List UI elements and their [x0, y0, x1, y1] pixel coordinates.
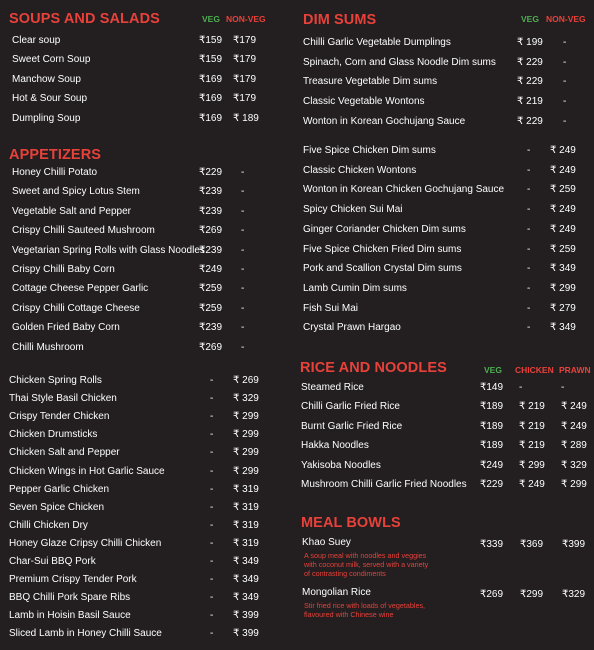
soups-nonveg-header: NON-VEG	[226, 14, 266, 24]
item-name: Five Spice Chicken Dim sums	[303, 145, 436, 156]
veg-price: ₹159	[199, 35, 223, 46]
item-name: Fish Sui Mai	[303, 302, 359, 314]
nonveg-price: -	[241, 244, 245, 256]
item-description: Stir fried rice with loads of vegetables,	[304, 601, 426, 610]
item-name: Yakisoba Noodles	[301, 459, 381, 471]
veg-price: ₹169	[199, 73, 223, 85]
prawn-price: ₹ 249	[561, 420, 587, 432]
item-name: Chicken Spring Rolls	[9, 375, 102, 386]
nonveg-price: ₹ 329	[233, 393, 259, 405]
item-name: Pepper Garlic Chicken	[9, 483, 110, 495]
item-name: Spicy Chicken Sui Mai	[303, 204, 403, 216]
veg-price: -	[210, 393, 214, 405]
veg-price: ₹339	[480, 539, 504, 550]
veg-price: -	[210, 465, 214, 477]
item-name: Chilli Mushroom	[12, 341, 84, 353]
nonveg-price: ₹179	[233, 54, 257, 66]
nonveg-price: -	[241, 205, 245, 217]
veg-price: ₹229	[480, 479, 504, 490]
item-name: Ginger Coriander Chicken Dim sums	[303, 223, 466, 235]
item-name: Crystal Prawn Hargao	[303, 322, 401, 334]
item-name: Treasure Vegetable Dim sums	[303, 76, 438, 88]
item-description: flavoured with Chinese wine	[304, 610, 394, 619]
veg-price: ₹189	[480, 440, 504, 452]
item-name: Crispy Chilli Sauteed Mushroom	[12, 225, 155, 237]
veg-price: -	[527, 302, 531, 314]
veg-price: ₹169	[199, 93, 223, 105]
nonveg-price: ₹ 349	[550, 322, 576, 334]
veg-price: -	[210, 592, 214, 604]
item-name: Lamb Cumin Dim sums	[303, 282, 407, 294]
veg-price: ₹ 229	[517, 76, 543, 88]
nonveg-price: ₹ 399	[233, 610, 259, 622]
chicken-price: ₹ 219	[519, 401, 545, 413]
item-name: Crispy Chilli Cottage Cheese	[12, 302, 140, 314]
item-name: Five Spice Chicken Fried Dim sums	[303, 243, 462, 255]
veg-price: -	[210, 610, 214, 622]
nonveg-price: -	[241, 283, 245, 295]
prawn-price: ₹ 299	[561, 479, 587, 490]
veg-price: -	[527, 263, 531, 275]
item-name: BBQ Chilli Pork Spare Ribs	[9, 592, 131, 604]
nonveg-price: -	[563, 96, 567, 108]
veg-price: ₹269	[199, 225, 223, 237]
chicken-price: ₹369	[520, 539, 544, 550]
nonveg-price: ₹ 249	[550, 145, 576, 156]
item-name: Chicken Drumsticks	[9, 429, 98, 441]
item-name: Steamed Rice	[301, 382, 364, 393]
veg-price: -	[210, 574, 214, 586]
veg-price: ₹ 229	[517, 56, 543, 68]
nonveg-price: ₹ 259	[550, 243, 576, 255]
nonveg-price: -	[563, 37, 567, 48]
item-name: Manchow Soup	[12, 73, 81, 85]
chicken-price: ₹ 219	[519, 420, 545, 432]
veg-price: -	[210, 556, 214, 567]
item-description: A soup meal with noodles and veggies	[304, 551, 427, 560]
prawn-price: ₹329	[562, 589, 586, 600]
item-name: Khao Suey	[302, 537, 351, 548]
chicken-price: ₹ 299	[519, 459, 545, 471]
veg-price: ₹239	[199, 244, 223, 256]
item-name: Mongolian Rice	[302, 587, 371, 598]
veg-price: ₹269	[480, 589, 504, 600]
item-name: Chilli Garlic Fried Rice	[301, 401, 400, 413]
veg-price: -	[527, 243, 531, 255]
veg-price: ₹239	[199, 205, 223, 217]
veg-price: -	[210, 447, 214, 459]
prawn-price: ₹ 329	[561, 459, 587, 471]
item-name: Classic Chicken Wontons	[303, 164, 417, 176]
prawn-price: -	[561, 382, 565, 393]
nonveg-price: ₹ 299	[233, 429, 259, 441]
nonveg-price: ₹ 249	[550, 204, 576, 216]
veg-price: ₹249	[199, 264, 223, 275]
veg-price: ₹239	[199, 322, 223, 334]
bowls-title: MEAL BOWLS	[301, 515, 401, 531]
veg-price: -	[527, 204, 531, 216]
chicken-price: ₹ 249	[519, 479, 545, 490]
veg-price: ₹ 229	[517, 115, 543, 127]
item-name: Wonton in Korean Chicken Gochujang Sauce	[303, 184, 505, 196]
nonveg-price: -	[241, 186, 245, 198]
item-name: Mushroom Chilli Garlic Fried Noodles	[301, 479, 467, 490]
veg-price: ₹229	[199, 167, 223, 178]
item-name: Chilli Chicken Dry	[9, 519, 88, 531]
appetizers-title: APPETIZERS	[9, 147, 102, 163]
veg-price: -	[210, 429, 214, 441]
nonveg-price: ₹179	[233, 93, 257, 105]
veg-price: -	[527, 282, 531, 294]
dimsums-title: DIM SUMS	[303, 12, 377, 28]
nonveg-price: ₹ 349	[233, 592, 259, 604]
nonveg-price: ₹ 259	[550, 184, 576, 196]
nonveg-price: ₹ 319	[233, 483, 259, 495]
nonveg-price: -	[563, 56, 567, 68]
item-name: Cottage Cheese Pepper Garlic	[12, 283, 149, 295]
chicken-price: ₹299	[520, 589, 544, 600]
nonveg-price: ₹ 249	[550, 164, 576, 176]
item-name: Premium Crispy Tender Pork	[9, 574, 137, 586]
nonveg-price: ₹ 349	[233, 556, 259, 567]
veg-price: -	[527, 322, 531, 334]
dimsums-nonveg-header: NON-VEG	[546, 14, 586, 24]
soups-veg-header: VEG	[202, 14, 220, 24]
item-description: of contrasting condiments	[304, 569, 386, 578]
item-name: Chicken Wings in Hot Garlic Sauce	[9, 465, 165, 477]
veg-price: -	[210, 519, 214, 531]
veg-price: ₹169	[199, 112, 223, 124]
rice-title: RICE AND NOODLES	[300, 360, 447, 376]
nonveg-price: ₹ 249	[550, 223, 576, 235]
nonveg-price: ₹179	[233, 35, 257, 46]
nonveg-price: -	[241, 264, 245, 275]
item-name: Golden Fried Baby Corn	[12, 322, 120, 334]
nonveg-price: ₹ 349	[550, 263, 576, 275]
nonveg-price: -	[563, 115, 567, 127]
item-name: Hot & Sour Soup	[12, 93, 88, 105]
item-name: Dumpling Soup	[12, 112, 81, 124]
item-name: Char-Sui BBQ Pork	[9, 556, 96, 567]
nonveg-price: ₹ 319	[233, 501, 259, 513]
item-name: Clear soup	[12, 35, 61, 46]
veg-price: -	[210, 501, 214, 513]
nonveg-price: -	[241, 322, 245, 334]
veg-price: ₹259	[199, 283, 223, 295]
rice-veg-header: VEG	[484, 365, 502, 375]
veg-price: -	[210, 375, 214, 386]
veg-price: -	[210, 537, 214, 549]
nonveg-price: ₹ 269	[233, 375, 259, 386]
item-name: Honey Chilli Potato	[12, 167, 98, 178]
nonveg-price: ₹ 299	[233, 411, 259, 423]
rice-chicken-header: CHICKEN	[515, 365, 554, 375]
item-name: Honey Glaze Cripsy Chilli Chicken	[9, 537, 162, 549]
nonveg-price: ₹ 399	[233, 628, 259, 640]
nonveg-price: ₹ 319	[233, 537, 259, 549]
veg-price: ₹ 199	[517, 37, 543, 48]
veg-price: -	[527, 164, 531, 176]
item-name: Vegetable Salt and Pepper	[12, 205, 131, 217]
nonveg-price: -	[241, 225, 245, 237]
veg-price: ₹149	[480, 382, 504, 393]
item-name: Burnt Garlic Fried Rice	[301, 420, 403, 432]
item-name: Chilli Garlic Vegetable Dumplings	[303, 37, 451, 48]
veg-price: -	[210, 411, 214, 423]
veg-price: -	[210, 483, 214, 495]
nonveg-price: ₹ 299	[233, 465, 259, 477]
item-name: Pork and Scallion Crystal Dim sums	[303, 263, 462, 275]
item-name: Classic Vegetable Wontons	[303, 96, 425, 108]
veg-price: ₹ 219	[517, 96, 543, 108]
prawn-price: ₹ 249	[561, 401, 587, 413]
nonveg-price: -	[241, 341, 245, 353]
rice-prawn-header: PRAWN	[559, 365, 591, 375]
item-name: Crispy Chilli Baby Corn	[12, 264, 115, 275]
nonveg-price: ₹ 189	[233, 112, 259, 124]
nonveg-price: ₹ 319	[233, 519, 259, 531]
item-name: Chicken Salt and Pepper	[9, 447, 120, 459]
veg-price: -	[527, 184, 531, 196]
chicken-price: -	[519, 382, 523, 393]
veg-price: ₹189	[480, 401, 504, 413]
item-name: Thai Style Basil Chicken	[9, 393, 117, 405]
veg-price: ₹249	[480, 459, 504, 471]
veg-price: ₹259	[199, 302, 223, 314]
veg-price: -	[527, 223, 531, 235]
prawn-price: ₹399	[562, 539, 586, 550]
nonveg-price: ₹ 349	[233, 574, 259, 586]
item-name: Vegetarian Spring Rolls with Glass Noodles	[12, 244, 205, 256]
nonveg-price: ₹ 299	[233, 447, 259, 459]
veg-price: -	[210, 628, 214, 640]
chicken-price: ₹ 219	[519, 440, 545, 452]
item-description: with coconut milk, served with a variety	[304, 560, 429, 569]
soups-title: SOUPS AND SALADS	[9, 11, 160, 27]
dimsums-veg-header: VEG	[521, 14, 539, 24]
veg-price: -	[527, 145, 531, 156]
veg-price: ₹189	[480, 420, 504, 432]
nonveg-price: ₹ 299	[550, 282, 576, 294]
item-name: Sweet and Spicy Lotus Stem	[12, 186, 140, 198]
item-name: Crispy Tender Chicken	[9, 411, 110, 423]
item-name: Spinach, Corn and Glass Noodle Dim sums	[303, 56, 496, 68]
nonveg-price: ₹179	[233, 73, 257, 85]
nonveg-price: -	[563, 76, 567, 88]
veg-price: ₹159	[199, 54, 223, 66]
veg-price: ₹269	[199, 341, 223, 353]
nonveg-price: -	[241, 302, 245, 314]
nonveg-price: ₹ 279	[550, 302, 576, 314]
item-name: Wonton in Korean Gochujang Sauce	[303, 115, 466, 127]
item-name: Sweet Corn Soup	[12, 54, 91, 66]
item-name: Seven Spice Chicken	[9, 501, 105, 513]
nonveg-price: -	[241, 167, 245, 178]
item-name: Hakka Noodles	[301, 440, 369, 452]
item-name: Sliced Lamb in Honey Chilli Sauce	[9, 628, 162, 640]
veg-price: ₹239	[199, 186, 223, 198]
prawn-price: ₹ 289	[561, 440, 587, 452]
item-name: Lamb in Hoisin Basil Sauce	[9, 610, 131, 622]
